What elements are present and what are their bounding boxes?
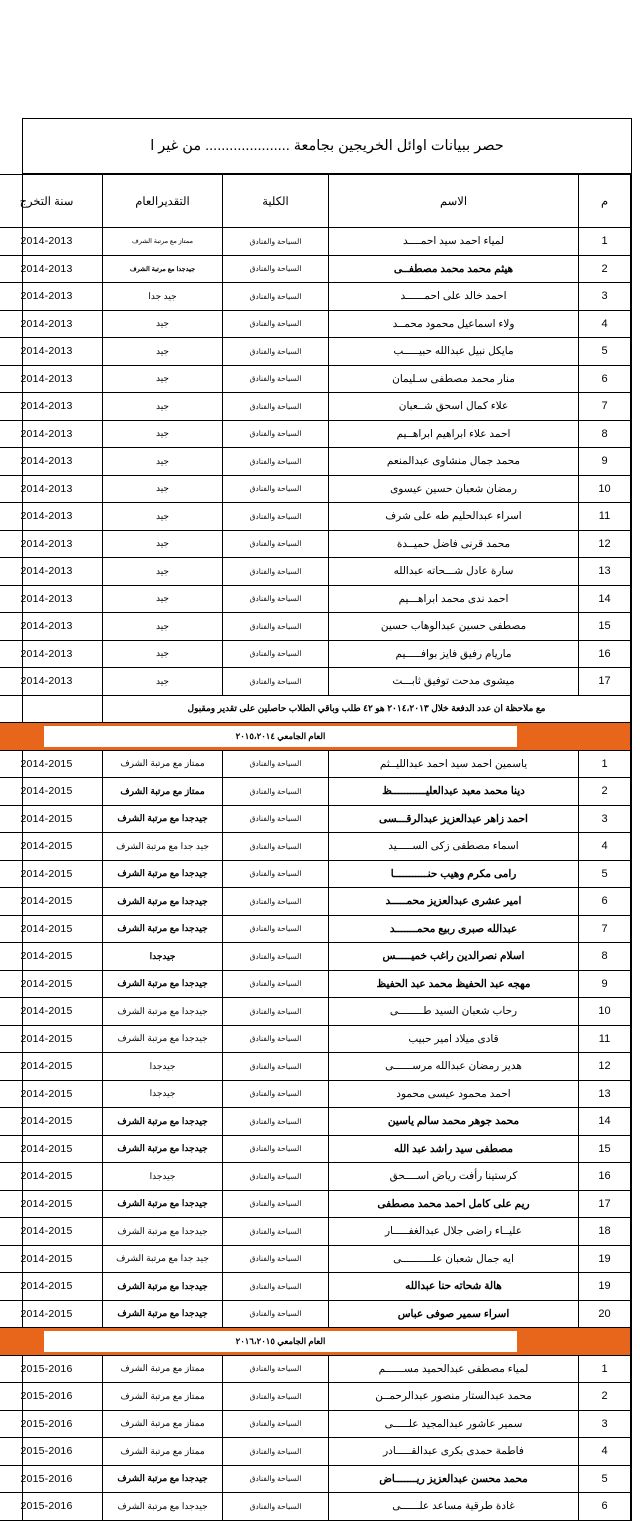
table-row [0, 310, 631, 338]
table-row [0, 475, 631, 503]
cell-faculty: السياحة والفنادق [223, 393, 329, 421]
table-row [0, 1135, 631, 1163]
cell-name: مايكل نبيل عبدالله حبيـــــب [329, 338, 579, 366]
cell-year: 2014-2013 [0, 393, 103, 421]
cell-grade: ممتاز مع مرتبة الشرف [103, 1355, 223, 1383]
section-orange-bar [0, 1331, 630, 1352]
cell-grade: جيدجدا مع مرتبة الشرف [103, 1218, 223, 1246]
cell-year: 2014-2015 [0, 1300, 103, 1328]
cell-number: 18 [579, 1218, 631, 1246]
cell-name: رمضان شعبان حسين عيسوى [329, 475, 579, 503]
table-row [0, 640, 631, 668]
cell-grade: جيدجدا مع مرتبة الشرف [103, 255, 223, 283]
cell-year: 2014-2013 [0, 613, 103, 641]
cell-number: 14 [579, 585, 631, 613]
cell-faculty: السياحة والفنادق [223, 448, 329, 476]
cell-faculty: السياحة والفنادق [223, 750, 329, 778]
note-text: مع ملاحظة ان عدد الدفعة خلال ٢٠١٤،٢٠١٣ هو ٤٢ طلب وباقي الطلاب حاصلين على تقدير ومقبول [103, 695, 631, 723]
cell-name: سمير عاشور عبدالمجيد علـــــى [329, 1410, 579, 1438]
cell-name: امير عشرى عبدالعزيز محمـــــد [329, 888, 579, 916]
cell-faculty: السياحة والفنادق [223, 640, 329, 668]
table-row [0, 1465, 631, 1493]
table-row [0, 998, 631, 1026]
cell-grade: جيدجدا مع مرتبة الشرف [103, 1493, 223, 1521]
cell-year: 2014-2015 [0, 1053, 103, 1081]
cell-number: 3 [579, 283, 631, 311]
cell-faculty: السياحة والفنادق [223, 613, 329, 641]
note-empty-cell [0, 695, 103, 723]
table-body [0, 228, 631, 1521]
column-header-num: م [579, 175, 631, 228]
table-row [0, 970, 631, 998]
cell-grade: جيدجدا مع مرتبة الشرف [103, 970, 223, 998]
cell-year: 2015-2016 [0, 1383, 103, 1411]
cell-faculty: السياحة والفنادق [223, 1025, 329, 1053]
cell-grade: جيد [103, 530, 223, 558]
cell-name: لمياء احمد سيد احمــــد [329, 228, 579, 256]
cell-year: 2014-2015 [0, 998, 103, 1026]
section-header-cell [0, 723, 631, 751]
cell-name: غادة طرقية مساعد علــــــى [329, 1493, 579, 1521]
cell-year: 2014-2013 [0, 228, 103, 256]
table-header-row [0, 175, 631, 228]
cell-number: 6 [579, 1493, 631, 1521]
cell-year: 2014-2013 [0, 668, 103, 696]
table-row [0, 805, 631, 833]
table-row [0, 1410, 631, 1438]
table-row [0, 1025, 631, 1053]
cell-number: 17 [579, 668, 631, 696]
cell-faculty: السياحة والفنادق [223, 1438, 329, 1466]
table-row [0, 1218, 631, 1246]
cell-name: هدير رمضان عبدالله مرســــــى [329, 1053, 579, 1081]
cell-year: 2014-2015 [0, 1108, 103, 1136]
cell-year: 2015-2016 [0, 1465, 103, 1493]
cell-faculty: السياحة والفنادق [223, 970, 329, 998]
cell-grade: جيدجدا مع مرتبة الشرف [103, 860, 223, 888]
cell-year: 2014-2015 [0, 915, 103, 943]
cell-number: 9 [579, 970, 631, 998]
cell-grade: جيد جدا مع مرتبة الشرف [103, 1245, 223, 1273]
cell-grade: جيدجدا [103, 943, 223, 971]
table-row [0, 585, 631, 613]
cell-grade: ممتاز مع مرتبة الشرف [103, 778, 223, 806]
cell-number: 4 [579, 310, 631, 338]
cell-grade: جيدجدا مع مرتبة الشرف [103, 1108, 223, 1136]
cell-name: علاء كمال اسحق شــعبان [329, 393, 579, 421]
cell-faculty: السياحة والفنادق [223, 860, 329, 888]
cell-faculty: السياحة والفنادق [223, 585, 329, 613]
cell-faculty: السياحة والفنادق [223, 1410, 329, 1438]
table-row [0, 530, 631, 558]
cell-faculty: السياحة والفنادق [223, 1190, 329, 1218]
cell-faculty: السياحة والفنادق [223, 888, 329, 916]
table-row [0, 1300, 631, 1328]
cell-number: 1 [579, 750, 631, 778]
table-row [0, 1355, 631, 1383]
cell-faculty: السياحة والفنادق [223, 365, 329, 393]
cell-grade: جيدجدا [103, 1053, 223, 1081]
cell-grade: جيدجدا مع مرتبة الشرف [103, 1465, 223, 1493]
cell-number: 7 [579, 915, 631, 943]
cell-year: 2014-2013 [0, 338, 103, 366]
cell-year: 2014-2013 [0, 640, 103, 668]
cell-faculty: السياحة والفنادق [223, 1465, 329, 1493]
cell-number: 12 [579, 530, 631, 558]
cell-name: ولاء اسماعيل محمود محمــد [329, 310, 579, 338]
cell-number: 14 [579, 1108, 631, 1136]
cell-grade: جيد [103, 448, 223, 476]
cell-number: 2 [579, 255, 631, 283]
table-row [0, 283, 631, 311]
cell-grade: جيد [103, 558, 223, 586]
cell-name: هيثم محمد محمد مصطفــى [329, 255, 579, 283]
cell-faculty: السياحة والفنادق [223, 420, 329, 448]
cell-grade: جيدجدا مع مرتبة الشرف [103, 915, 223, 943]
cell-number: 4 [579, 833, 631, 861]
cell-faculty: السياحة والفنادق [223, 475, 329, 503]
section-header-cell [0, 1328, 631, 1356]
document-title-bar [23, 119, 631, 174]
table-row [0, 668, 631, 696]
cell-grade: جيد [103, 668, 223, 696]
cell-year: 2015-2016 [0, 1355, 103, 1383]
cell-number: 6 [579, 365, 631, 393]
cell-grade: جيد [103, 420, 223, 448]
cell-number: 5 [579, 338, 631, 366]
cell-year: 2014-2015 [0, 1245, 103, 1273]
cell-faculty: السياحة والفنادق [223, 530, 329, 558]
cell-number: 15 [579, 613, 631, 641]
cell-number: 19 [579, 1245, 631, 1273]
cell-number: 4 [579, 1438, 631, 1466]
cell-name: اسماء مصطفى زكى الســـــيد [329, 833, 579, 861]
cell-grade: جيد [103, 338, 223, 366]
cell-name: هالة شحاته حنا عبدالله [329, 1273, 579, 1301]
cell-number: 20 [579, 1300, 631, 1328]
cell-grade: ممتاز مع مرتبة الشرف [103, 228, 223, 256]
cell-faculty: السياحة والفنادق [223, 998, 329, 1026]
cell-year: 2015-2016 [0, 1410, 103, 1438]
cell-number: 8 [579, 420, 631, 448]
cell-year: 2014-2013 [0, 530, 103, 558]
cell-name: اسراء سمير صوفى عباس [329, 1300, 579, 1328]
cell-name: منار محمد مصطفى سـليمان [329, 365, 579, 393]
cell-name: محمد عبدالستار منصور عبدالرحمــن [329, 1383, 579, 1411]
cell-grade: جيد [103, 585, 223, 613]
cell-grade: جيد جدا مع مرتبة الشرف [103, 833, 223, 861]
cell-grade: ممتاز مع مرتبة الشرف [103, 1438, 223, 1466]
cell-name: احمد خالد على احمــــــد [329, 283, 579, 311]
cell-number: 10 [579, 475, 631, 503]
table-row [0, 1190, 631, 1218]
cell-faculty: السياحة والفنادق [223, 255, 329, 283]
table-row [0, 778, 631, 806]
cell-faculty: السياحة والفنادق [223, 1135, 329, 1163]
cell-faculty: السياحة والفنادق [223, 1245, 329, 1273]
cell-year: 2015-2016 [0, 1438, 103, 1466]
table-row [0, 255, 631, 283]
cell-number: 8 [579, 943, 631, 971]
cell-year: 2014-2015 [0, 970, 103, 998]
cell-grade: جيدجدا مع مرتبة الشرف [103, 1300, 223, 1328]
cell-year: 2014-2013 [0, 448, 103, 476]
cell-name: ميشوى مدحت توفيق ثابـــت [329, 668, 579, 696]
cell-grade: ممتاز مع مرتبة الشرف [103, 1383, 223, 1411]
cell-name: محمد جمال منشاوى عبدالمنعم [329, 448, 579, 476]
cell-grade: جيدجدا مع مرتبة الشرف [103, 998, 223, 1026]
cell-faculty: السياحة والفنادق [223, 1218, 329, 1246]
cell-number: 5 [579, 1465, 631, 1493]
cell-grade: جيدجدا مع مرتبة الشرف [103, 1273, 223, 1301]
cell-faculty: السياحة والفنادق [223, 805, 329, 833]
cell-year: 2014-2015 [0, 943, 103, 971]
cell-name: اسلام نصرالدين راغب خميـــــس [329, 943, 579, 971]
cell-number: 13 [579, 1080, 631, 1108]
cell-number: 3 [579, 1410, 631, 1438]
table-row [0, 613, 631, 641]
cell-number: 11 [579, 503, 631, 531]
cell-year: 2014-2013 [0, 420, 103, 448]
cell-faculty: السياحة والفنادق [223, 943, 329, 971]
cell-name: رامى مكرم وهيب حنـــــــــــا [329, 860, 579, 888]
cell-number: 1 [579, 1355, 631, 1383]
table-row [0, 228, 631, 256]
cell-number: 13 [579, 558, 631, 586]
cell-year: 2014-2015 [0, 1135, 103, 1163]
cell-name: دينا محمد معبد عبدالعليـــــــــــظ [329, 778, 579, 806]
table-row [0, 1493, 631, 1521]
cell-name: محمد جوهر محمد سالم ياسين [329, 1108, 579, 1136]
cell-number: 7 [579, 393, 631, 421]
cell-number: 1 [579, 228, 631, 256]
cell-name: لمياء مصطفى عبدالحميد مســــــم [329, 1355, 579, 1383]
cell-number: 10 [579, 998, 631, 1026]
cell-faculty: السياحة والفنادق [223, 833, 329, 861]
cell-number: 17 [579, 1190, 631, 1218]
cell-name: اسراء عبدالحليم طه على شرف [329, 503, 579, 531]
cell-year: 2015-2016 [0, 1493, 103, 1521]
table-row [0, 365, 631, 393]
table-row [0, 338, 631, 366]
note-row [0, 695, 631, 723]
cell-name: قادى ميلاد امير حبيب [329, 1025, 579, 1053]
cell-name: سارة عادل شـــحاته عبدالله [329, 558, 579, 586]
column-header-grade: التقديرالعام [103, 175, 223, 228]
cell-year: 2014-2015 [0, 750, 103, 778]
cell-name: محمد محسن عبدالعزيز ريـــــــاض [329, 1465, 579, 1493]
column-header-name: الاسم [329, 175, 579, 228]
cell-number: 3 [579, 805, 631, 833]
table-row [0, 503, 631, 531]
cell-year: 2014-2013 [0, 283, 103, 311]
cell-faculty: السياحة والفنادق [223, 1355, 329, 1383]
table-row [0, 833, 631, 861]
cell-faculty: السياحة والفنادق [223, 310, 329, 338]
cell-name: عبدالله صبرى ربيع محمـــــــد [329, 915, 579, 943]
cell-year: 2014-2015 [0, 860, 103, 888]
cell-grade: ممتاز مع مرتبة الشرف [103, 1410, 223, 1438]
cell-number: 15 [579, 1135, 631, 1163]
table-row [0, 448, 631, 476]
cell-year: 2014-2015 [0, 1025, 103, 1053]
cell-faculty: السياحة والفنادق [223, 1163, 329, 1191]
cell-year: 2014-2015 [0, 1080, 103, 1108]
cell-faculty: السياحة والفنادق [223, 778, 329, 806]
cell-year: 2014-2015 [0, 1190, 103, 1218]
cell-year: 2014-2013 [0, 365, 103, 393]
section-header-row [0, 723, 631, 751]
cell-grade: جيد جدا [103, 283, 223, 311]
column-header-faculty: الكلية [223, 175, 329, 228]
cell-number: 6 [579, 888, 631, 916]
cell-name: رحاب شعبان السيد طــــــــى [329, 998, 579, 1026]
cell-year: 2014-2013 [0, 310, 103, 338]
cell-faculty: السياحة والفنادق [223, 558, 329, 586]
cell-faculty: السياحة والفنادق [223, 1493, 329, 1521]
cell-number: 19 [579, 1273, 631, 1301]
cell-name: ريم على كامل احمد محمد مصطفى [329, 1190, 579, 1218]
cell-name: احمد ندى محمد ابراهـــيم [329, 585, 579, 613]
cell-grade: جيدجدا مع مرتبة الشرف [103, 1190, 223, 1218]
cell-name: ياسمين احمد سيد احمد عبدالليــثم [329, 750, 579, 778]
table-row [0, 393, 631, 421]
table-row [0, 1053, 631, 1081]
cell-faculty: السياحة والفنادق [223, 1273, 329, 1301]
cell-grade: ممتاز مع مرتبة الشرف [103, 750, 223, 778]
cell-year: 2014-2015 [0, 888, 103, 916]
table-row [0, 888, 631, 916]
table-row [0, 420, 631, 448]
table-row [0, 943, 631, 971]
cell-number: 5 [579, 860, 631, 888]
cell-year: 2014-2015 [0, 833, 103, 861]
table-row [0, 1383, 631, 1411]
cell-grade: جيد [103, 365, 223, 393]
cell-faculty: السياحة والفنادق [223, 1108, 329, 1136]
cell-faculty: السياحة والفنادق [223, 228, 329, 256]
cell-grade: جيد [103, 475, 223, 503]
table-row [0, 750, 631, 778]
cell-grade: جيدجدا مع مرتبة الشرف [103, 1135, 223, 1163]
graduates-document [19, 118, 632, 1521]
cell-grade: جيد [103, 613, 223, 641]
cell-number: 12 [579, 1053, 631, 1081]
cell-faculty: السياحة والفنادق [223, 283, 329, 311]
graduates-table [0, 174, 631, 1521]
table-row [0, 1245, 631, 1273]
cell-faculty: السياحة والفنادق [223, 503, 329, 531]
column-header-year: سنة التخرج [0, 175, 103, 228]
cell-grade: جيدجدا [103, 1080, 223, 1108]
cell-faculty: السياحة والفنادق [223, 1383, 329, 1411]
cell-year: 2014-2013 [0, 558, 103, 586]
table-row [0, 1273, 631, 1301]
page-title: حصر ببيانات اوائل الخريجين بجامعة ..................... من غير ا [150, 138, 504, 154]
cell-name: مصطفى سيد راشد عبد الله [329, 1135, 579, 1163]
cell-grade: جيد [103, 310, 223, 338]
table-row [0, 860, 631, 888]
cell-name: كرستينا رأفت رياض اســــحق [329, 1163, 579, 1191]
cell-faculty: السياحة والفنادق [223, 1080, 329, 1108]
cell-grade: جيد [103, 393, 223, 421]
table-row [0, 915, 631, 943]
cell-year: 2014-2015 [0, 805, 103, 833]
cell-year: 2014-2013 [0, 475, 103, 503]
cell-grade: جيدجدا مع مرتبة الشرف [103, 1025, 223, 1053]
cell-name: ايه جمال شعبان علــــــــــى [329, 1245, 579, 1273]
cell-name: احمد محمود عيسى محمود [329, 1080, 579, 1108]
section-orange-bar [0, 726, 630, 747]
table-row [0, 1080, 631, 1108]
cell-faculty: السياحة والفنادق [223, 668, 329, 696]
cell-faculty: السياحة والفنادق [223, 1053, 329, 1081]
cell-year: 2014-2013 [0, 585, 103, 613]
cell-number: 16 [579, 1163, 631, 1191]
cell-name: ماريام رفيق فايز بوافـــــيم [329, 640, 579, 668]
cell-faculty: السياحة والفنادق [223, 915, 329, 943]
cell-name: احمد علاء ابراهيم ابراهــيم [329, 420, 579, 448]
cell-faculty: السياحة والفنادق [223, 338, 329, 366]
cell-name: محمد قرنى فاضل حميــدة [329, 530, 579, 558]
table-row [0, 558, 631, 586]
table-row [0, 1163, 631, 1191]
cell-grade: جيدجدا مع مرتبة الشرف [103, 805, 223, 833]
table-row [0, 1438, 631, 1466]
cell-name: مصطفى حسين عبدالوهاب حسين [329, 613, 579, 641]
cell-grade: جيدجدا مع مرتبة الشرف [103, 888, 223, 916]
cell-name: عليــاء راضى جلال عبدالغفـــــار [329, 1218, 579, 1246]
cell-faculty: السياحة والفنادق [223, 1300, 329, 1328]
cell-number: 9 [579, 448, 631, 476]
cell-grade: جيدجدا [103, 1163, 223, 1191]
cell-number: 2 [579, 778, 631, 806]
cell-grade: جيد [103, 503, 223, 531]
page-top-margin [0, 0, 640, 118]
section-header-label: العام الجامعي ٢٠١٦،٢٠١٥ [44, 1331, 517, 1352]
cell-name: احمد زاهر عبدالعزيز عبدالرقـــسى [329, 805, 579, 833]
cell-name: مهجه عبد الحفيظ محمد عبد الحفيظ [329, 970, 579, 998]
cell-grade: جيد [103, 640, 223, 668]
cell-year: 2014-2015 [0, 1163, 103, 1191]
cell-number: 16 [579, 640, 631, 668]
cell-number: 2 [579, 1383, 631, 1411]
table-header [0, 175, 631, 228]
cell-number: 11 [579, 1025, 631, 1053]
cell-year: 2014-2015 [0, 778, 103, 806]
cell-year: 2014-2013 [0, 503, 103, 531]
cell-year: 2014-2015 [0, 1273, 103, 1301]
table-row [0, 1108, 631, 1136]
cell-year: 2014-2015 [0, 1218, 103, 1246]
section-header-row [0, 1328, 631, 1356]
section-header-label: العام الجامعي ٢٠١٥،٢٠١٤ [44, 726, 517, 747]
cell-year: 2014-2013 [0, 255, 103, 283]
cell-name: فاطمة حمدى بكرى عبدالقـــــادر [329, 1438, 579, 1466]
